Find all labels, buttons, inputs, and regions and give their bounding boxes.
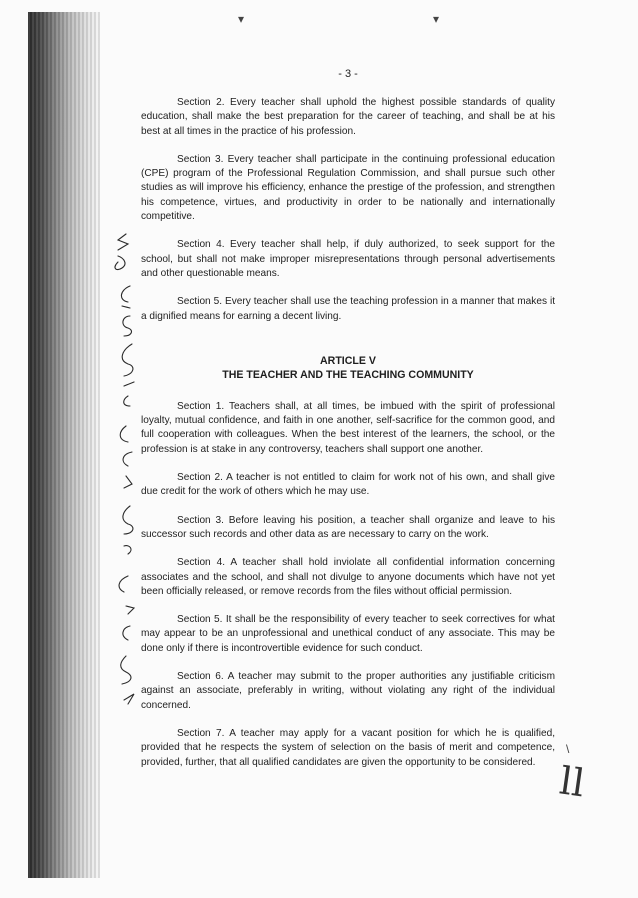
article-iv-section-4: Section 4. Every teacher shall help, if duly authorized, to seek support for the school, but shall not make improper misrepresentations through personal advertisements and other questionable means. bbox=[141, 239, 555, 279]
article-v-section-4: Section 4. A teacher shall hold inviolate all confidential information concerning associates and the school, and shall not divulge to anyone documents which have not yet been officially released, or remove records from the files without official permission. bbox=[141, 557, 555, 597]
article-iv-section-5: Section 5. Every teacher shall use the teaching profession in a manner that makes it a dignified means for earning a decent living. bbox=[141, 296, 555, 322]
article-v-section-7: Section 7. A teacher may apply for a vacant position for which he is qualified, provided that he respects the system of selection on the basis of merit and competence, provided, further, that all qualified candidates are given the opportunity to be considered. bbox=[141, 727, 555, 768]
article-number: ARTICLE V bbox=[320, 354, 376, 367]
document-body bbox=[141, 96, 555, 770]
article-v-section-6: Section 6. A teacher may submit to the proper authorities any justifiable criticism against an associate, preferably in writing, without violating any right of the individual concerned. bbox=[141, 671, 555, 711]
handwritten-tick-mark: \ bbox=[566, 742, 570, 756]
handwritten-signatures bbox=[96, 226, 144, 726]
punch-hole-mark-right: ▾ bbox=[433, 12, 440, 26]
article-v-section-1: Section 1. Teachers shall, at all times, be imbued with the spirit of professional loyalty, mutual confidence, and faith in one another, self-sacrifice for the common good, and full cooperation with colleagues. When the best interest of the learners, the school, or the profession is at stake in any controversy, teachers shall support one another. bbox=[141, 400, 555, 455]
article-iv-section-2: Section 2. Every teacher shall uphold the highest possible standards of quality education, shall make the best preparation for the career of teaching, and shall be at his best at all times in the practice of his profession. bbox=[141, 97, 555, 137]
article-title: THE TEACHER AND THE TEACHING COMMUNITY bbox=[222, 368, 474, 381]
article-v-section-2: Section 2. A teacher is not entitled to claim for work not of his own, and shall give due credit for the work of others which he may use. bbox=[141, 472, 555, 498]
article-v-section-3: Section 3. Before leaving his position, a teacher shall organize and leave to his successor such records and other data as are necessary to carry on the work. bbox=[141, 514, 555, 540]
article-heading bbox=[141, 354, 555, 382]
article-iv-section-3: Section 3. Every teacher shall participate in the continuing professional education (CPE) program of the Professional Regulation Commission, and shall pursue such other studies as will improve his efficiency, enhance the prestige of the profession, and strengthen his competence, virtues, and productivity in order to be nationally and internationally competitive. bbox=[141, 153, 555, 223]
scan-binding-edge bbox=[28, 12, 100, 878]
page-number: - 3 - bbox=[338, 68, 358, 80]
punch-hole-mark-left: ▾ bbox=[238, 12, 245, 26]
handwritten-initial-mark: ll bbox=[557, 758, 588, 806]
article-v-section-5: Section 5. It shall be the responsibility of every teacher to seek correctives for what may appear to be an unprofessional and unethical conduct of any associate. This may be done only if there is incontrovertible evidence for such conduct. bbox=[141, 614, 555, 654]
